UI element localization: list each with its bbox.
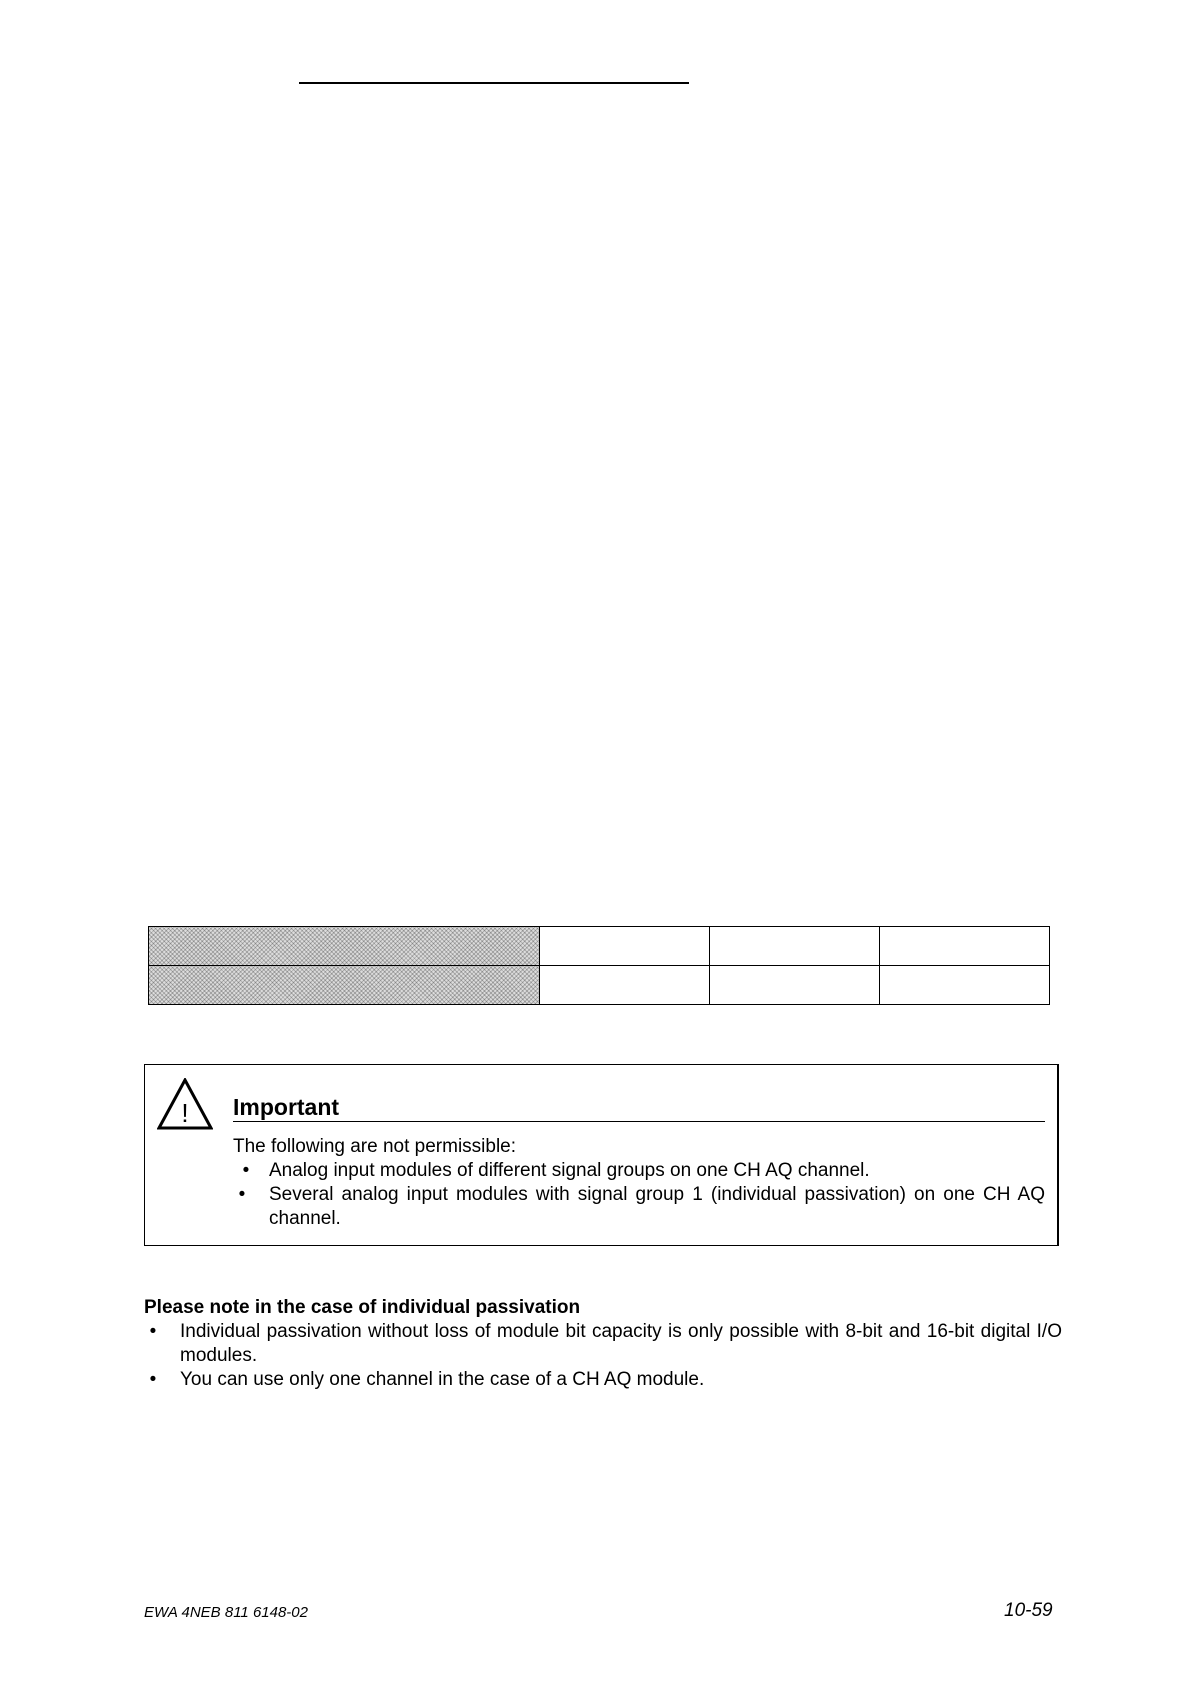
notice-bullet-list [233,1159,1045,1231]
footer-doc-id: EWA 4NEB 811 6148-02 [144,1604,308,1621]
table-cell [710,927,880,966]
warning-triangle-icon [157,1078,213,1130]
table-row [149,927,1050,966]
notice-intro: The following are not permissible: [233,1136,517,1157]
list-item-text: You can use only one channel in the case of a CH AQ module. [180,1369,705,1390]
list-item [233,1159,1045,1183]
table-cell [880,966,1050,1005]
bullet-glyph: • [238,1184,246,1205]
bullet-glyph: • [149,1321,157,1342]
passivation-note [144,1296,1062,1392]
table-cell [540,927,710,966]
table-cell [880,927,1050,966]
list-item [144,1320,1062,1368]
table-cell-shaded [149,966,540,1005]
list-item-text: Individual passivation without loss of module bit capacity is only possible with 8-bit and 16-bit digital I/O modules. [180,1321,1062,1366]
footer-page-number: 10-59 [1004,1600,1053,1621]
bullet-glyph: • [149,1369,157,1390]
table-cell [710,966,880,1005]
warning-glyph: ! [181,1098,189,1128]
shaded-table [148,926,1050,1005]
list-item-text: Several analog input modules with signal group 1 (individual passivation) on one CH AQ channel. [269,1184,1045,1229]
important-notice [144,1064,1059,1246]
list-item [233,1183,1045,1231]
list-item [144,1368,1062,1392]
section-heading: Please note in the case of individual passivation [144,1297,581,1318]
top-rule [299,82,689,84]
bullet-glyph: • [242,1160,250,1181]
notice-body [233,1135,1045,1231]
table-row [149,966,1050,1005]
table-cell-shaded [149,927,540,966]
list-item-text: Analog input modules of different signal groups on one CH AQ channel. [269,1160,870,1181]
table-cell [540,966,710,1005]
section-bullet-list [144,1320,1062,1392]
notice-heading: Important [233,1093,1045,1122]
